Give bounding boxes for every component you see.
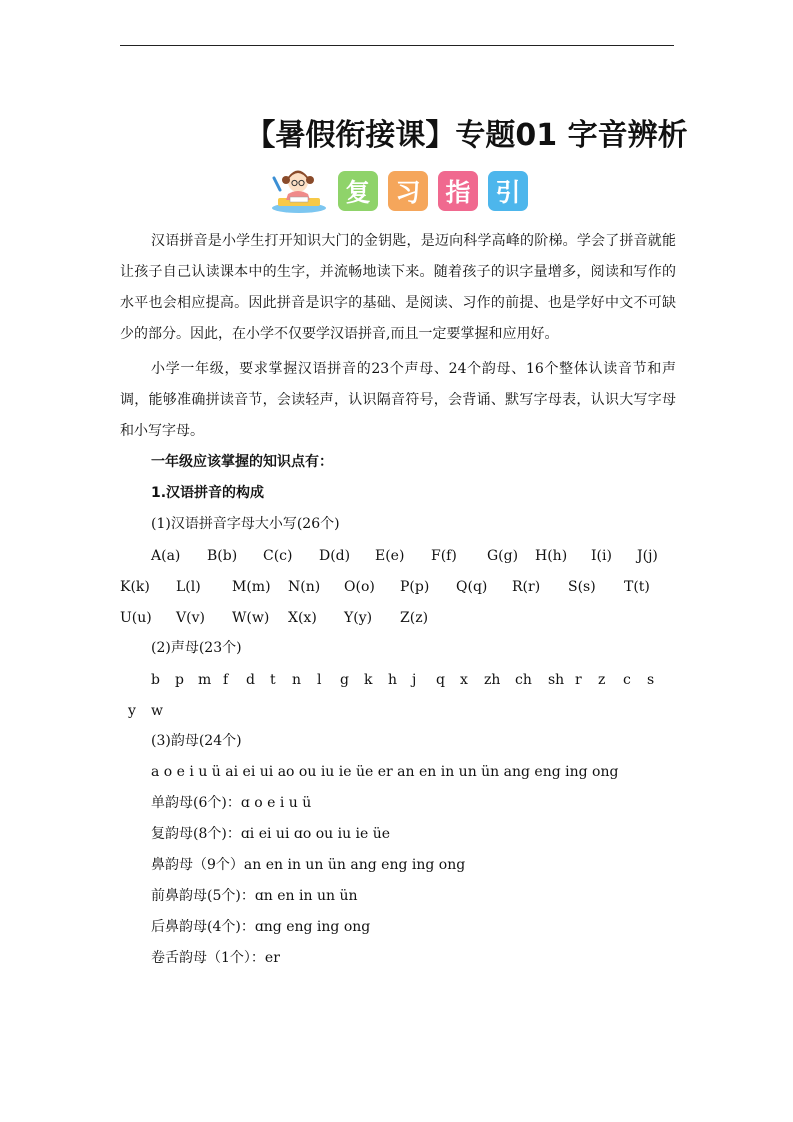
initial: l [317,671,322,688]
letter-pair: S(s) [568,578,596,595]
letter-pair: G(g) [487,547,519,564]
letter-pair: C(c) [263,547,293,564]
guide-tile-1: 复 [338,171,378,211]
initial: sh [548,671,565,688]
initial: h [388,671,398,688]
initials-row-1 [120,664,676,695]
initial: b [151,671,160,688]
initial: j [412,671,417,688]
intro-paragraph-2: 小学一年级，要求掌握汉语拼音的23个声母、24个韵母、16个整体认读音节和声调，能够准确拼读音节，会读轻声，认识隔音符号，会背诵、默写字母表，认识大写字母和小写字母。 [120,361,676,439]
initial: g [340,671,349,688]
initial: n [292,671,302,688]
initial: f [223,671,229,688]
guide-tile-4: 引 [488,171,528,211]
guide-tile-3: 指 [438,171,478,211]
letter-pair: N(n) [288,578,321,595]
letter-pair: D(d) [319,547,351,564]
letter-pair: J(j) [637,547,658,564]
page-title: 【暑假衔接课】专题01 字音辨析 [245,118,688,153]
initial: r [575,671,582,688]
letter-pair: I(i) [591,547,612,564]
initial: t [270,671,276,688]
letter-pair: M(m) [232,578,271,595]
letter-pair: P(p) [400,578,430,595]
letter-pair: L(l) [176,578,201,595]
initial: zh [484,671,501,688]
initial: q [436,671,445,688]
section-heading: 1.汉语拼音的构成 [151,485,265,501]
letter-pair: E(e) [375,547,405,564]
alphabet-row-3 [120,602,676,633]
letter-pair: Y(y) [344,609,373,626]
letter-pair: F(f) [431,547,457,564]
review-guide-banner [270,168,528,214]
initial: d [246,671,255,688]
initial: ch [515,671,532,688]
letter-pair: H(h) [535,547,568,564]
initial: x [460,671,468,688]
nasal-finals: 鼻韵母（9个）an en in un ün ang eng ing ong [151,857,466,873]
student-reading-icon [270,168,328,214]
letter-pair: Z(z) [400,609,429,626]
main-content [120,226,676,974]
alphabet-row-2 [120,571,676,602]
letter-pair: R(r) [512,578,541,595]
initial: w [151,702,163,719]
finals-label: (3)韵母(24个) [151,733,242,749]
finals-all: a o e i u ü ai ei ui ao ou iu ie üe er an en in un ün ang eng ing ong [151,764,619,780]
alphabet-row-1 [120,540,676,571]
guide-tile-2: 习 [388,171,428,211]
letter-pair: V(v) [176,609,205,626]
letter-pair: X(x) [288,609,317,626]
compound-finals: 复韵母(8个)：ɑi ei ui ɑo ou iu ie üe [151,826,391,842]
letter-pair: T(t) [624,578,650,595]
letter-pair: A(a) [151,547,181,564]
initials-label: (2)声母(23个) [151,640,242,656]
front-nasal-finals: 前鼻韵母(5个)：ɑn en in un ün [151,888,358,904]
initial: z [598,671,606,688]
intro-paragraph-1: 汉语拼音是小学生打开知识大门的金钥匙，是迈向科学高峰的阶梯。学会了拼音就能让孩子自己认读课本中的生字，并流畅地读下来。随着孩子的识字量增多，阅读和写作的水平也会相应提高。因此拼音是识字的基础、是阅读、习作的前提、也是学好中文不可缺少的部分。因此，在小学不仅要学汉语拼音,而且一定要掌握和应用好。 [120,233,676,342]
letter-pair: K(k) [120,578,150,595]
initial: k [364,671,373,688]
back-nasal-finals: 后鼻韵母(4个)：ɑng eng ing ong [151,919,371,935]
initial: y [128,702,136,719]
letter-pair: W(w) [232,609,270,626]
letter-pair: U(u) [120,609,152,626]
initial: m [198,671,212,688]
letter-pair: B(b) [207,547,238,564]
initial: c [623,671,631,688]
initials-row-2 [120,695,676,726]
letter-pair: Q(q) [456,578,488,595]
initial: s [647,671,655,688]
retroflex-final: 卷舌韵母（1个）：er [151,950,280,966]
initial: p [175,671,184,688]
single-finals: 单韵母(6个)：ɑ o e i u ü [151,795,312,811]
letter-pair: O(o) [344,578,375,595]
header-rule [120,45,674,46]
knowledge-heading: 一年级应该掌握的知识点有： [151,454,333,470]
alphabet-label: (1)汉语拼音字母大小写(26个) [151,516,340,532]
